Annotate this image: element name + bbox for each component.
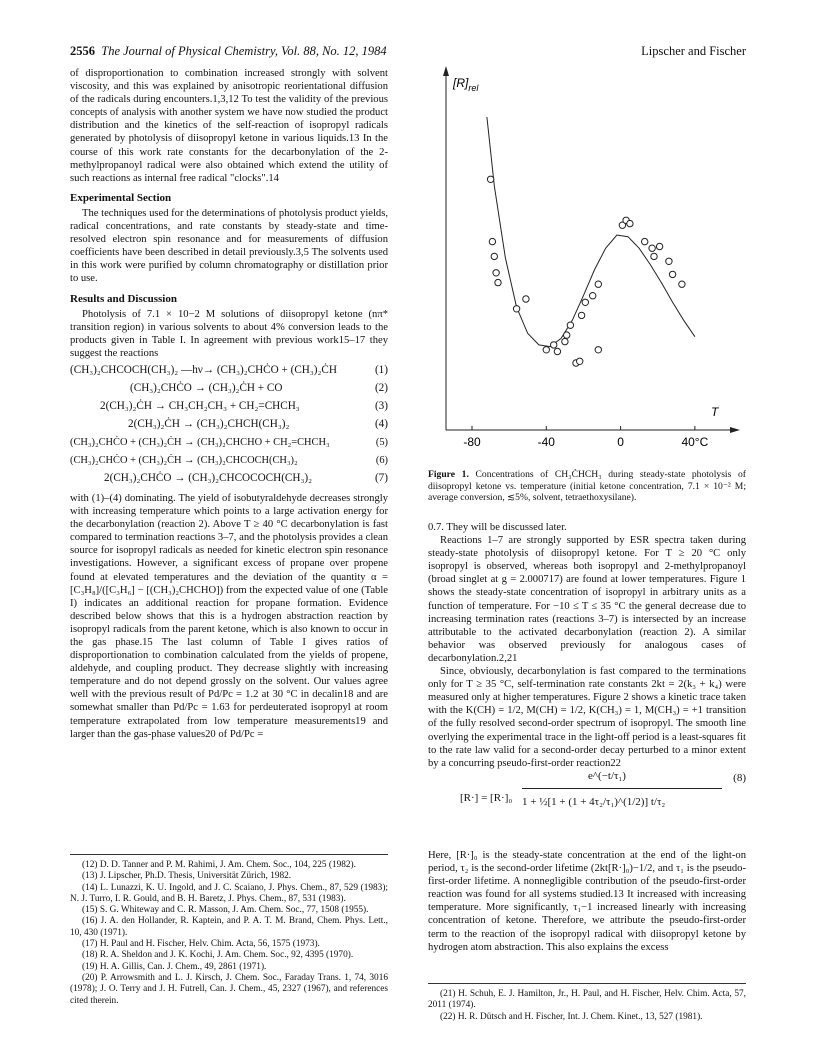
data-point	[493, 270, 499, 276]
equation-1: (CH₃)₂CHCOCH(CH₃)₂ —hν→ (CH₃)₂CHĊO + (CH₃)₂ĊH (1)	[70, 363, 388, 376]
journal-citation: The Journal of Physical Chemistry, Vol. 88, No. 12, 1984	[101, 44, 387, 58]
eq8-number: (8)	[733, 772, 746, 784]
data-point	[513, 306, 519, 312]
data-point	[567, 322, 573, 328]
data-point	[649, 245, 655, 251]
reference: (18) R. A. Sheldon and J. K. Kochi, J. Am. Chem. Soc., 92, 4395 (1970).	[82, 950, 354, 961]
data-point	[487, 176, 493, 182]
left-column	[70, 67, 388, 741]
right-text-1: 0.7. They will be discussed later.	[428, 522, 567, 533]
discussion-text: with (1)–(4) dominating. The yield of isobutyraldehyde decreases strongly with increasing temperature which points to a large activation energy for the decarbonylation (reaction 2). Above T ≥ 40 °C decarbonylation is fast compared to termination reactions 3–7, and the photolysis provides a clean source for isopropyl radicals as needed for kinetic electron spin resonance investigations. However, a significant excess of propane over propene found at elevated temperatures and the deviation of the quantity α = [C₃H₈]/([C₃H₆] − [(CH₃)₂CHCHO]) from the expected value of one (Table I) indicates an additional reaction for propane formation. Evidence described below shows that this is a hydrogen abstraction reaction by isopropyl radicals from the parent ketone, which is also known to occur in the gas phase.15 The last column of Table I gives ratios of disproportionation to combination calculated from the yields of propene, aldehyde, and coupling product. They decrease slightly with increasing temperature and do not depend grossly on the solvent. Our values agree well with the previous result of Pd/Pc = 1.2 at 30 °C in decalin18 and are somewhat smaller than Pd/Pc = 1.63 for perdeuterated isopropyl at room temperature extrapolated from low temperature measurements19 and larger than the gas-phase values20 of Pd/Pc =	[70, 492, 388, 740]
right-text-2: Reactions 1–7 are strongly supported by ESR spectra taken during steady-state photolysis of diisopropyl ketone. For T ≥ 20 °C only isopropyl is observed, whereas both isopropyl and 2-methylpropanoyl (broad singlet at g = 2.000717) are found at lower temperatures. Figure 1 shows the steady-state concentration of isopropyl in arbitrary units as a function of temperature. For −10 ≤ T ≤ 35 °C the general decrease due to increasing termination rates (reactions 3–7) is intersected by an increase attributable to the activated decarbonylation (reaction 2). A similar behavior was observed previously for analogous cases of decarbonylation.2,21	[428, 535, 746, 664]
x-axis-ticks	[463, 426, 708, 449]
results-text: Photolysis of 7.1 × 10−2 M solutions of diisopropyl ketone (nπ* transition region) in various solvents to about 4% conversion leads to the products given in Table I. In agreement with previous work15–17 they suggest the reactions	[70, 308, 388, 359]
x-axis-arrow	[730, 427, 740, 433]
footnote-rule-left	[70, 854, 388, 855]
data-point	[595, 347, 601, 353]
data-point	[489, 238, 495, 244]
reaction-equations	[70, 364, 388, 490]
equation-2: (CH₃)₂CHĊO → (CH₃)₂ĊH + CO (2)	[130, 381, 388, 394]
data-point	[562, 338, 568, 344]
reference: (17) H. Paul and H. Fischer, Helv. Chim. Acta, 56, 1575 (1973).	[82, 939, 320, 950]
caption-label: Figure 1.	[428, 469, 469, 480]
x-tick-label: 0	[617, 435, 624, 449]
data-point	[578, 312, 584, 318]
x-tick-label: -80	[463, 435, 481, 449]
data-point	[590, 293, 596, 299]
eq8-numerator: e^(−t/τ₁)	[588, 770, 626, 782]
eq8-denominator: 1 + ½[1 + (1 + 4τ₂/τ₁)^(1/2)] t/τ₂	[522, 796, 666, 808]
data-point	[642, 238, 648, 244]
eq8-lhs: [R·] = [R·]₀	[460, 792, 513, 804]
reference: (13) J. Lipscher, Ph.D. Thesis, Universität Zürich, 1982.	[82, 871, 292, 882]
reference: (20) P. Arrowsmith and L. J. Kirsch, J. Chem. Soc., Faraday Trans. 1, 74, 3016 (1978); J. O. Terry and J. H. Futrell, Can. J. Chem., 45, 2327 (1967), and references cited therein.	[70, 972, 388, 1006]
figure-caption	[428, 469, 746, 504]
y-axis-label: $[R]_{rel}$	[453, 76, 479, 93]
right-text-4: Here, [R·]₀ is the steady-state concentration at the end of the light-on period, τ₂ is the second-order lifetime (2kt[R·]₀)−1/2, and τ₁ is the pseudo-first-order lifetime. A nonnegligible contribution of the pseudo-first-order reaction was found for all systems studied.13 It increased with increasing temperature. More significantly, τ₁−1 increased linearly with increasing concentration of ketone. Therefore, we attribute the pseudo-first-order term to the reaction of the isopropyl radical with diisopropyl ketone by hydrogen atom abstraction. This also explains the excess	[428, 850, 746, 953]
equation-8	[428, 764, 746, 844]
equation-5: (CH₃)₂CHĊO + (CH₃)₂ĊH → (CH₃)₂CHCHO + CH₂=CHCH₃ (5)	[70, 436, 388, 448]
equation-6: (CH₃)₂CHĊO + (CH₃)₂ĊH → (CH₃)₂CHCOCH(CH₃)₂ (6)	[70, 454, 388, 466]
data-point	[651, 253, 657, 259]
reference: (21) H. Schuh, E. J. Hamilton, Jr., H. Paul, and H. Fischer, Helv. Chim. Acta, 57, 2011 (1974).	[428, 989, 746, 1011]
reference: (14) L. Lunazzi, K. U. Ingold, and J. C. Scaiano, J. Phys. Chem., 87, 529 (1983); N. J. Turro, I. R. Gould, and B. H. Baretz, J. Phys. Chem., 87, 531 (1983).	[70, 882, 388, 904]
data-point	[543, 347, 549, 353]
reference: (15) S. G. Whiteway and C. R. Masson, J. Am. Chem. Soc., 77, 1508 (1955).	[82, 905, 369, 916]
data-point	[554, 348, 560, 354]
data-point	[669, 271, 675, 277]
header-authors: Lipscher and Fischer	[641, 44, 746, 58]
experimental-heading: Experimental Section	[70, 191, 172, 204]
experimental-text: The techniques used for the determinations of photolysis product yields, radical concentrations, and rate constants by steady-state and time-resolved electron spin resonance and for measurements of diffusion coefficients have been described in detail previously.3,5 The solvents used in this work were purified by column chromatography or distillation prior to use.	[70, 207, 388, 285]
data-point	[491, 253, 497, 259]
data-point	[679, 281, 685, 287]
x-axis-label: T	[711, 405, 719, 419]
page-number: 2556	[70, 44, 95, 58]
data-point	[564, 332, 570, 338]
equation-7: 2(CH₃)₂CHĊO → (CH₃)₂CHCOCOCH(CH₃)₂ (7)	[104, 471, 388, 484]
reference: (12) D. D. Tanner and P. M. Rahimi, J. Am. Chem. Soc., 104, 225 (1982).	[82, 860, 356, 870]
data-point	[595, 281, 601, 287]
caption-text: Concentrations of CH₃ĊHCH₃ during steady-state photolysis of diisopropyl ketone vs. temperature (initial ketone concentration, 7.1 × 10⁻² M; average conversion, ≲5%, solvent, tetraethoxysilane).	[428, 469, 746, 504]
reference: (22) H. R. Dütsch and H. Fischer, Int. J. Chem. Kinet., 13, 527 (1981).	[440, 1011, 703, 1022]
right-references	[428, 989, 746, 1023]
right-text-3: Since, obviously, decarbonylation is fast compared to the terminations only for T ≥ 35 °C, self-termination rate constants 2kt = 2(k₃ + k₄) were measured only at higher temperatures. Figure 2 shows a kinetic trace taken with the K(CH) = 1/2, M(CH) = 1/2, K(CH₃) = 1, M(CH₃) = +1 transition of the fully resolved second-order spectrum of isopropyl. The smooth line overlying the experimental trace in the light-off period is a least-squares fit to the rate law valid for a second-order decay perturbed to a minor extent by a concurring pseudo-first-order reaction22	[428, 666, 746, 769]
equation-3: 2(CH₃)₂ĊH → CH₃CH₂CH₃ + CH₂=CHCH₃ (3)	[100, 399, 388, 412]
data-point	[627, 220, 633, 226]
data-point	[666, 258, 672, 264]
data-point	[495, 279, 501, 285]
data-point	[656, 243, 662, 249]
data-point	[523, 296, 529, 302]
right-column	[428, 521, 746, 770]
eq8-fraction-bar	[522, 788, 722, 789]
y-axis-arrow	[443, 66, 449, 76]
results-heading: Results and Discussion	[70, 292, 177, 305]
x-tick-label: 40°C	[681, 435, 709, 449]
data-point	[551, 342, 557, 348]
figure-1-chart	[420, 62, 746, 467]
reference: (19) H. A. Gillis, Can. J. Chem., 49, 2861 (1971).	[82, 961, 267, 972]
data-point	[582, 299, 588, 305]
reference: (16) J. A. den Hollander, R. Kaptein, and P. A. T. M. Brand, Chem. Phys. Lett., 10, 430 (1971).	[70, 916, 388, 938]
right-column-continued	[428, 849, 746, 954]
footnote-rule-right	[428, 983, 746, 984]
data-points	[487, 176, 685, 366]
data-point	[577, 358, 583, 364]
left-references	[70, 860, 388, 1007]
equation-4: 2(CH₃)₂ĊH → (CH₃)₂CHCH(CH₃)₂ (4)	[128, 417, 388, 430]
page-header	[70, 44, 387, 59]
x-tick-label: -40	[537, 435, 555, 449]
intro-paragraph: of disproportionation to combination increased strongly with solvent viscosity, and this was explained by anisotropic reorientational diffusion of the radicals during encounters.1,3,12 To test the validity of the previous concepts of analysis with another system we have now studied the product distribution and the kinetics of the self-reaction of isopropyl radicals generated by photolysis of diisopropyl ketone in various liquids.13 In the course of this work rate constants for the decarbonylation of the 2-methylpropanoyl radical were also obtained which extend the utility of such reactions as internal free radical "clocks".14	[70, 68, 388, 184]
